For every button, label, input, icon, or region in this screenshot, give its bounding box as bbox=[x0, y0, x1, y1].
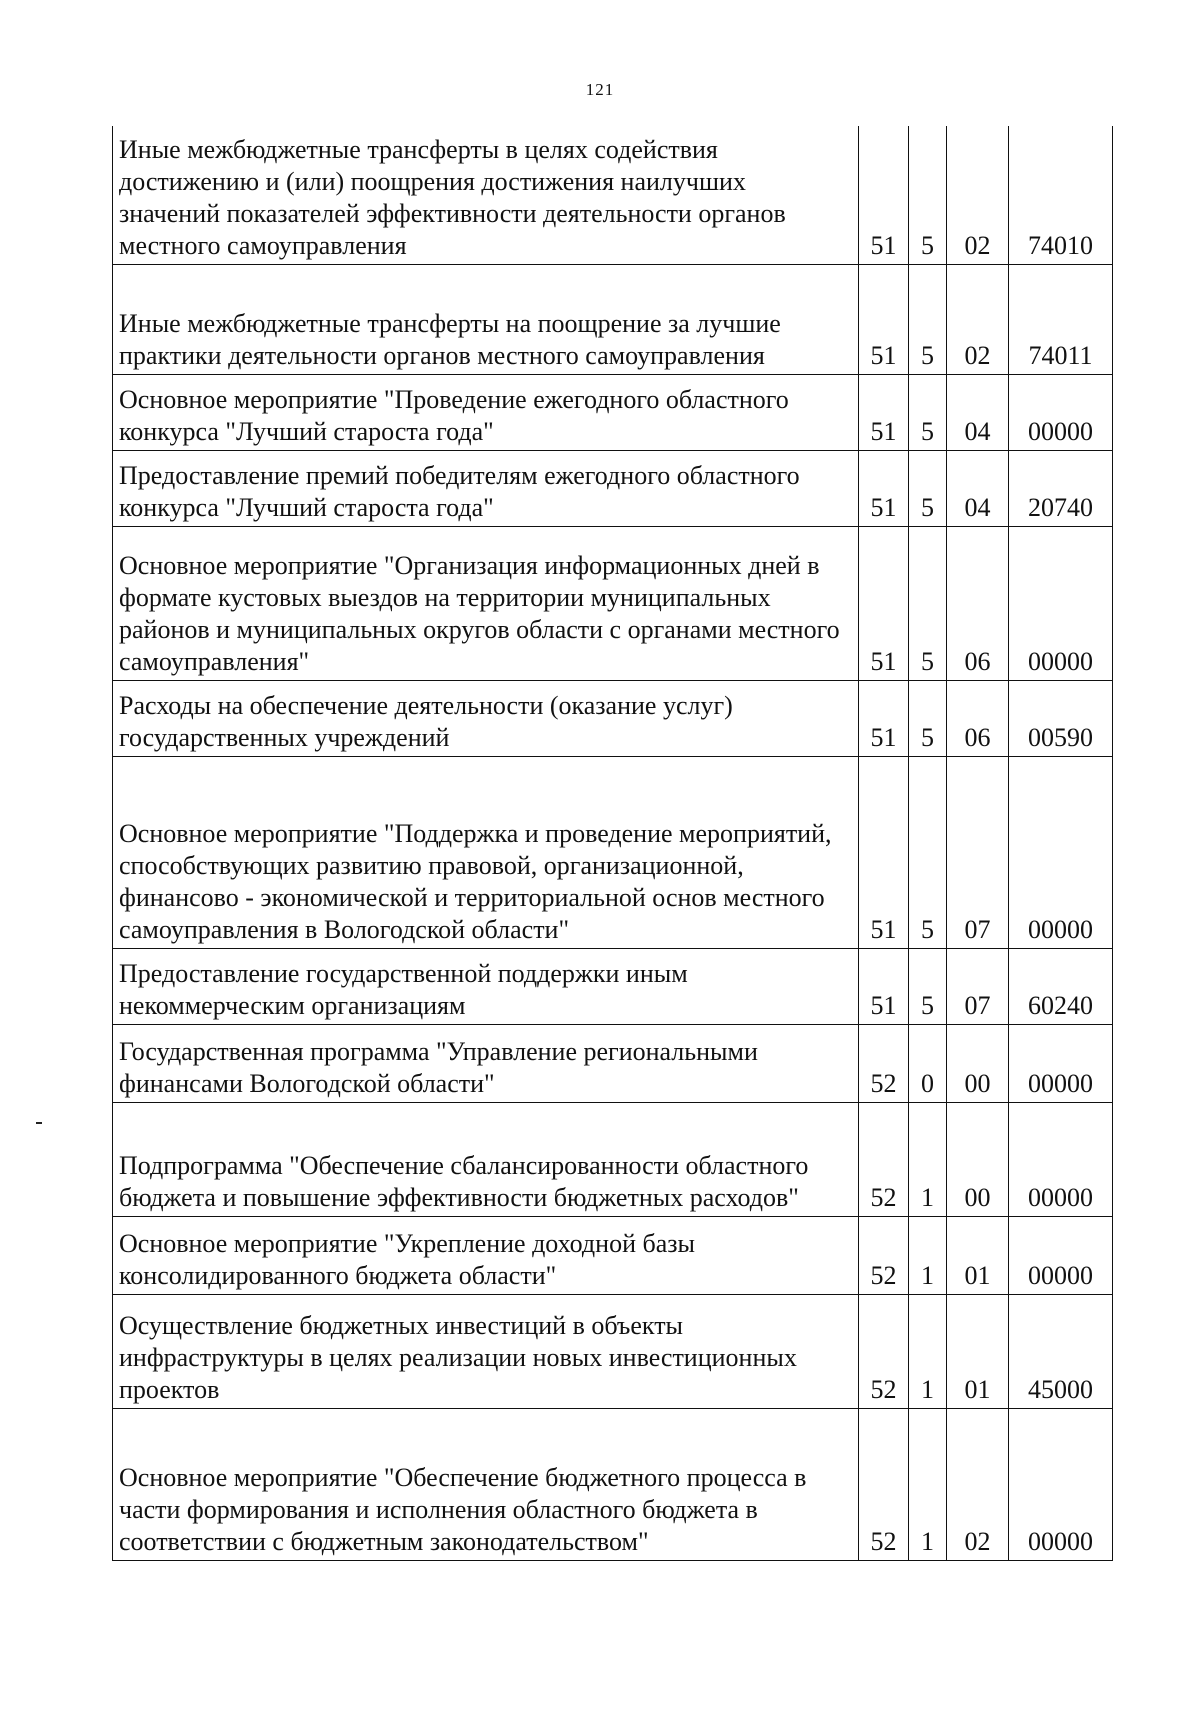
row-name: Основное мероприятие "Поддержка и проведение мероприятий, способствующих развитию правовой, организационной, финансово - экономической и территориальной основ местного самоуправления в Вологодской области" bbox=[113, 756, 859, 948]
row-name: Основное мероприятие "Укрепление доходной базы консолидированного бюджета области" bbox=[113, 1216, 859, 1294]
code-subprogram: 5 bbox=[909, 680, 947, 756]
margin-mark bbox=[36, 1122, 42, 1124]
code-direction: 74010 bbox=[1009, 126, 1113, 264]
code-program: 52 bbox=[859, 1408, 909, 1560]
code-program: 52 bbox=[859, 1216, 909, 1294]
budget-table bbox=[112, 126, 1113, 1561]
row-name: Основное мероприятие "Организация информационных дней в формате кустовых выездов на территории муниципальных районов и муниципальных округов области с органами местного самоуправления" bbox=[113, 526, 859, 680]
code-program: 52 bbox=[859, 1102, 909, 1216]
code-subprogram: 5 bbox=[909, 374, 947, 450]
code-direction: 20740 bbox=[1009, 450, 1113, 526]
code-activity: 01 bbox=[947, 1216, 1009, 1294]
code-program: 51 bbox=[859, 126, 909, 264]
code-activity: 04 bbox=[947, 374, 1009, 450]
table-row bbox=[113, 756, 1113, 948]
row-name: Осуществление бюджетных инвестиций в объекты инфраструктуры в целях реализации новых инвестиционных проектов bbox=[113, 1294, 859, 1408]
table-row bbox=[113, 374, 1113, 450]
code-activity: 00 bbox=[947, 1024, 1009, 1102]
table-row bbox=[113, 450, 1113, 526]
code-direction: 00000 bbox=[1009, 1024, 1113, 1102]
code-activity: 06 bbox=[947, 526, 1009, 680]
code-direction: 60240 bbox=[1009, 948, 1113, 1024]
row-name: Иные межбюджетные трансферты в целях содействия достижению и (или) поощрения достижения наилучших значений показателей эффективности деятельности органов местного самоуправления bbox=[113, 126, 859, 264]
table-row bbox=[113, 526, 1113, 680]
code-program: 51 bbox=[859, 756, 909, 948]
table-row bbox=[113, 1294, 1113, 1408]
code-program: 52 bbox=[859, 1024, 909, 1102]
table-row bbox=[113, 264, 1113, 374]
row-name: Предоставление премий победителям ежегодного областного конкурса "Лучший староста года" bbox=[113, 450, 859, 526]
row-name: Подпрограмма "Обеспечение сбалансированности областного бюджета и повышение эффективности бюджетных расходов" bbox=[113, 1102, 859, 1216]
table-row bbox=[113, 126, 1113, 264]
table-row bbox=[113, 1408, 1113, 1560]
code-direction: 74011 bbox=[1009, 264, 1113, 374]
code-activity: 07 bbox=[947, 756, 1009, 948]
code-direction: 00000 bbox=[1009, 1102, 1113, 1216]
code-direction: 00000 bbox=[1009, 756, 1113, 948]
code-program: 51 bbox=[859, 948, 909, 1024]
code-subprogram: 1 bbox=[909, 1216, 947, 1294]
code-subprogram: 1 bbox=[909, 1102, 947, 1216]
code-subprogram: 5 bbox=[909, 450, 947, 526]
row-name: Государственная программа "Управление региональными финансами Вологодской области" bbox=[113, 1024, 859, 1102]
code-subprogram: 0 bbox=[909, 1024, 947, 1102]
code-activity: 02 bbox=[947, 264, 1009, 374]
code-direction: 00000 bbox=[1009, 526, 1113, 680]
code-program: 51 bbox=[859, 264, 909, 374]
code-program: 51 bbox=[859, 374, 909, 450]
table-row bbox=[113, 1024, 1113, 1102]
row-name: Предоставление государственной поддержки иным некоммерческим организациям bbox=[113, 948, 859, 1024]
code-activity: 06 bbox=[947, 680, 1009, 756]
code-direction: 00000 bbox=[1009, 1408, 1113, 1560]
row-name: Основное мероприятие "Проведение ежегодного областного конкурса "Лучший староста года" bbox=[113, 374, 859, 450]
code-activity: 02 bbox=[947, 1408, 1009, 1560]
code-subprogram: 1 bbox=[909, 1294, 947, 1408]
code-subprogram: 5 bbox=[909, 526, 947, 680]
code-activity: 01 bbox=[947, 1294, 1009, 1408]
code-program: 51 bbox=[859, 450, 909, 526]
row-name: Основное мероприятие "Обеспечение бюджетного процесса в части формирования и исполнения областного бюджета в соответствии с бюджетным законодательством" bbox=[113, 1408, 859, 1560]
code-activity: 04 bbox=[947, 450, 1009, 526]
code-subprogram: 1 bbox=[909, 1408, 947, 1560]
code-activity: 00 bbox=[947, 1102, 1009, 1216]
table-row bbox=[113, 1216, 1113, 1294]
row-name: Иные межбюджетные трансферты на поощрение за лучшие практики деятельности органов местного самоуправления bbox=[113, 264, 859, 374]
code-activity: 07 bbox=[947, 948, 1009, 1024]
code-program: 51 bbox=[859, 526, 909, 680]
code-direction: 00000 bbox=[1009, 374, 1113, 450]
code-direction: 00000 bbox=[1009, 1216, 1113, 1294]
code-subprogram: 5 bbox=[909, 756, 947, 948]
code-subprogram: 5 bbox=[909, 264, 947, 374]
code-subprogram: 5 bbox=[909, 126, 947, 264]
table-row bbox=[113, 1102, 1113, 1216]
code-subprogram: 5 bbox=[909, 948, 947, 1024]
page-number: 121 bbox=[585, 80, 615, 99]
code-program: 52 bbox=[859, 1294, 909, 1408]
table-row bbox=[113, 680, 1113, 756]
code-direction: 00590 bbox=[1009, 680, 1113, 756]
code-program: 51 bbox=[859, 680, 909, 756]
code-direction: 45000 bbox=[1009, 1294, 1113, 1408]
table-row bbox=[113, 948, 1113, 1024]
code-activity: 02 bbox=[947, 126, 1009, 264]
row-name: Расходы на обеспечение деятельности (оказание услуг) государственных учреждений bbox=[113, 680, 859, 756]
